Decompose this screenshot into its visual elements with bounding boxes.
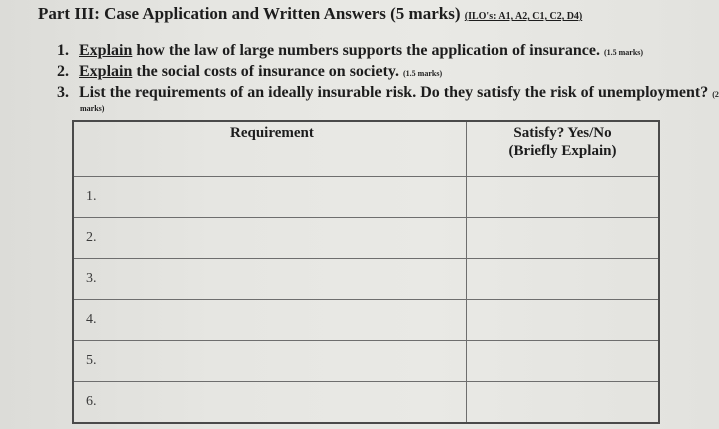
question-marks: (1.5 marks): [603, 48, 644, 57]
question-text: the social costs of insurance on society.: [132, 63, 400, 80]
table-row: [73, 259, 659, 300]
requirement-column-header: Requirement: [73, 121, 467, 177]
requirement-cell[interactable]: 2.: [73, 218, 467, 259]
question-text: List the requirements of an ideally insurable risk. Do they satisfy the risk of unemployment?: [79, 84, 709, 101]
question-1: [57, 40, 719, 61]
requirement-cell[interactable]: 1.: [73, 177, 467, 218]
requirement-cell[interactable]: 4.: [73, 300, 467, 341]
question-number: 1.: [57, 42, 69, 59]
question-3: [57, 82, 719, 103]
question-verb: Explain: [79, 63, 133, 80]
table-row: [73, 341, 659, 382]
table-row: [73, 218, 659, 259]
table-row: [73, 300, 659, 341]
satisfy-cell[interactable]: [467, 218, 660, 259]
table-header-row: [73, 121, 659, 177]
question-list: [57, 40, 719, 103]
requirement-cell[interactable]: 3.: [73, 259, 467, 300]
satisfy-column-header: Satisfy? Yes/No (Briefly Explain): [467, 121, 660, 177]
question-marks: (2: [712, 90, 719, 99]
satisfy-cell[interactable]: [467, 177, 660, 218]
question-number: 3.: [57, 84, 69, 101]
satisfy-cell[interactable]: [467, 259, 660, 300]
table-row: [73, 177, 659, 218]
question-number: 2.: [57, 63, 69, 80]
question-marks: (1.5 marks): [403, 69, 443, 78]
requirements-table: [72, 120, 660, 424]
section-heading: [38, 4, 582, 24]
requirement-cell[interactable]: 5.: [73, 341, 467, 382]
question-verb: Explain: [79, 42, 133, 59]
table-row: [73, 382, 659, 424]
question-2: [57, 61, 719, 82]
requirement-cell[interactable]: 6.: [73, 382, 467, 424]
satisfy-cell[interactable]: [467, 341, 660, 382]
question-text: how the law of large numbers supports the application of insurance.: [132, 42, 600, 59]
satisfy-cell[interactable]: [467, 300, 660, 341]
satisfy-cell[interactable]: [467, 382, 660, 424]
ilo-reference: (ILO's: A1, A2, C1, C2, D4): [464, 11, 583, 22]
section-title: Part III: Case Application and Written Answers (5 marks): [38, 4, 461, 23]
question-3-marks-continued: marks): [80, 104, 105, 113]
